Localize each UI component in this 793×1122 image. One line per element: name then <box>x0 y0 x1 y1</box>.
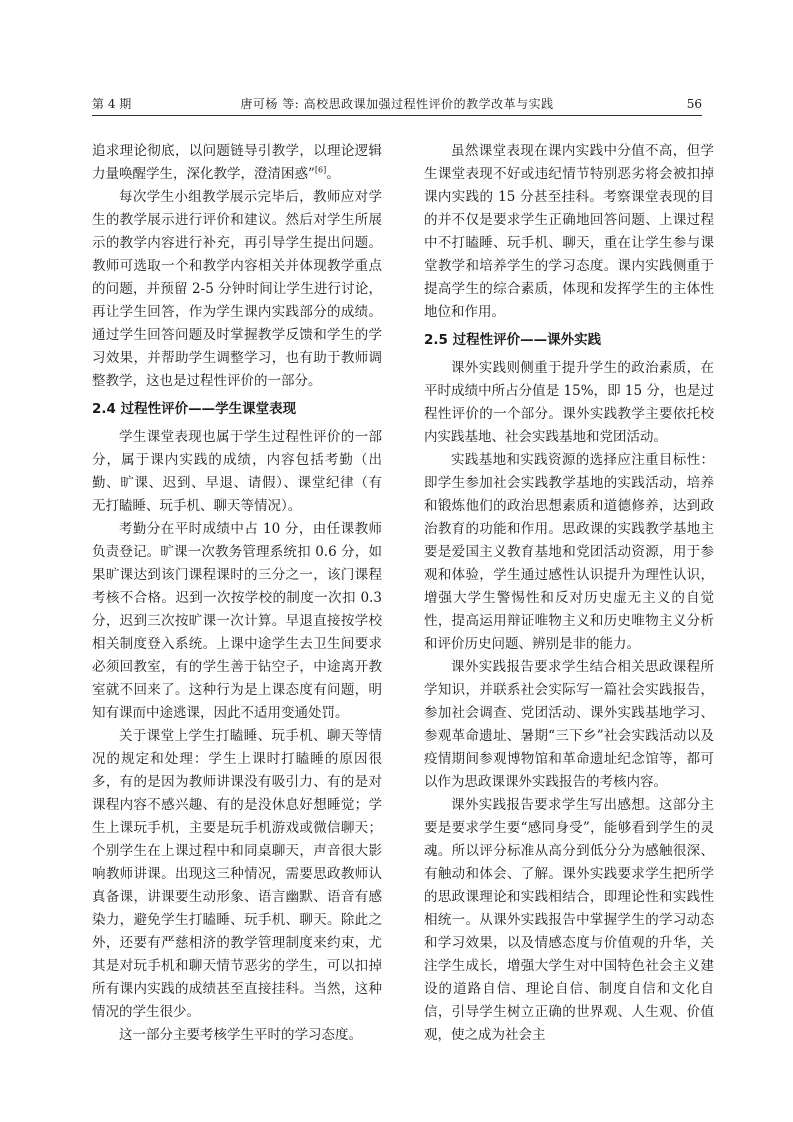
paragraph: 这一部分主要考核学生平时的学习态度。 <box>119 1027 362 1043</box>
paragraph: 虽然课堂表现在课内实践中分值不高，但学生课堂表现不好或违纪情节特别恶劣将会被扣掉课内实践的 15 分甚至挂科。考察课堂表现的目的并不仅是要求学生正确地回答问题、上课过程中不打瞌睡、玩手机、聊天，重在让学生参与课堂教学和培养学生的学习态度。课内实践侧重于提高学生的综合素质，体现和发挥学生的主体性地位和作用。 <box>424 143 714 320</box>
paragraph: 考勤分在平时成绩中占 10 分，由任课教师负责登记。旷课一次教务管理系统扣 0.6 分，如果旷课达到该门课程课时的三分之一，该门课程考核不合格。迟到一次按学校的制度一次扣 0.3 分，迟到三次按旷课一次计算。早退直接按学校相关制度登入系统。上课中途学生去卫生间要求必须回教室，有的学生善于钻空子，中途离开教室就不回来了。这种行为是上课态度有问题，明知有课而中途逃课，因此不适用变通处罚。 <box>92 521 382 721</box>
paragraph: 课外实践报告要求学生写出感想。这部分主要是要求学生要“感同身受”，能够看到学生的灵魂。所以评分标准从高分到低分分为感触很深、有触动和体会、了解。课外实践要求学生把所学的思政课理论和实践相结合，即理论性和实践性相统一。从课外实践报告中掌握学生的学习动态和学习效果，以及情感态度与价值观的升华，关注学生成长，增强大学生对中国特色社会主义建设的道路自信、理论自信、制度自信和文化自信，引导学生树立正确的世界观、人生观、价值观，使之成为社会主 <box>424 797 714 1043</box>
paragraph: 课外实践报告要求学生结合相关思政课程所学知识，并联系社会实际写一篇社会实践报告，参加社会调查、党团活动、课外实践基地学习、参观革命遗址、暑期“三下乡”社会实践活动以及疫情期间参观博物馆和革命遗址纪念馆等，都可以作为思政课课外实践报告的考核内容。 <box>424 659 714 790</box>
left-column <box>92 140 382 1047</box>
paragraph: 学生课堂表现也属于学生过程性评价的一部分，属于课内实践的成绩，内容包括考勤（出勤、旷课、迟到、早退、请假）、课堂纪律（有无打瞌睡、玩手机、聊天等情况）。 <box>92 429 382 514</box>
paragraph: 关于课堂上学生打瞌睡、玩手机、聊天等情况的规定和处理：学生上课时打瞌睡的原因很多，有的是因为教师讲课没有吸引力、有的是对课程内容不感兴趣、有的是没休息好想睡觉；学生上课玩手机，主要是玩手机游戏或微信聊天；个别学生在上课过程中和同桌聊天，声音很大影响教师讲课。出现这三种情况，需要思政教师认真备课，讲课要生动形象、语言幽默、语音有感染力，避免学生打瞌睡、玩手机、聊天。除此之外，还要有严慈相济的教学管理制度来约束，尤其是对玩手机和聊天情节恶劣的学生，可以扣掉所有课内实践的成绩甚至直接挂科。当然，这种情况的学生很少。 <box>92 728 382 1020</box>
running-header <box>92 94 702 114</box>
paragraph: 每次学生小组教学展示完毕后，教师应对学生的教学展示进行评价和建议。然后对学生所展示的教学内容进行补充，再引导学生提出问题。教师可选取一个和教学内容相关并体现教学重点的问题，并预留 2-5 分钟时间让学生进行讨论，再让学生回答，作为学生课内实践部分的成绩。通过学生回答问题及时掌握教学反馈和学生的学习效果，并帮助学生调整学习，也有助于教师调整教学，这也是过程性评价的一部分。 <box>92 189 382 389</box>
issue-label: 第 4 期 <box>92 97 132 111</box>
section-heading-2-4: 2.4 过程性评价——学生课堂表现 <box>92 401 297 417</box>
section-heading-2-5: 2.5 过程性评价——课外实践 <box>424 332 602 348</box>
page-number: 56 <box>686 97 702 111</box>
paragraph-text: 追求理论彻底，以问题链导引教学，以理论逻辑力量唤醒学生，深化教学，澄清困惑” <box>92 143 382 182</box>
right-column <box>424 140 714 1047</box>
paragraph: 课外实践则侧重于提升学生的政治素质，在平时成绩中所占分值是 15%，即 15 分，也是过程性评价的一个部分。课外实践教学主要依托校内实践基地、社会实践基地和党团活动。 <box>424 360 714 445</box>
citation: [6] <box>314 165 327 175</box>
paragraph-end: 。 <box>326 166 340 182</box>
header-rule <box>92 115 702 116</box>
running-title: 唐可杨 等: 高校思政课加强过程性评价的教学改革与实践 <box>240 97 554 111</box>
paragraph <box>92 140 382 186</box>
paragraph: 实践基地和实践资源的选择应注重目标性：即学生参加社会实践教学基地的实践活动，培养和锻炼他们的政治思想素质和道德修养，达到政治教育的功能和作用。思政课的实践教学基地主要是爱国主义教育基地和党团活动资源，用于参观和体验，学生通过感性认识提升为理性认识，增强大学生警惕性和反对历史虚无主义的自觉性，提高运用辩证唯物主义和历史唯物主义分析和评价历史问题、辨别是非的能力。 <box>424 452 714 652</box>
